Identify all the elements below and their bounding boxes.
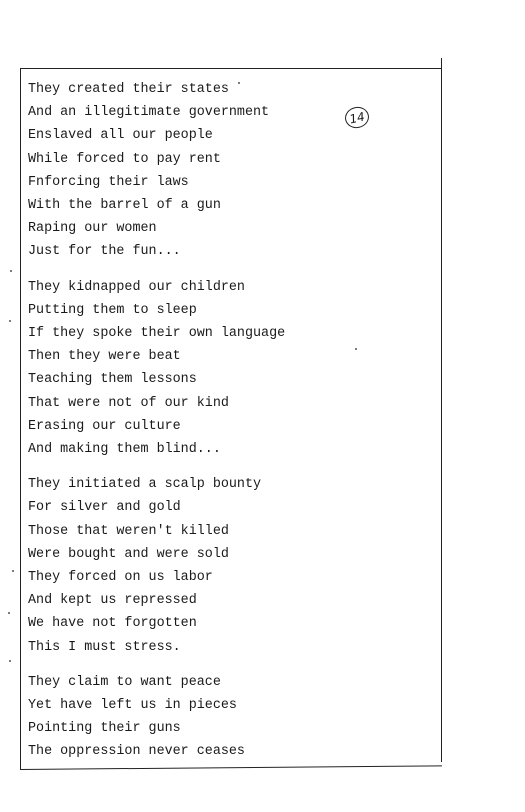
poem-body [28,78,433,776]
box-border-right [441,58,442,762]
scan-speck [9,660,11,662]
poem-line: And an illegitimate government [28,105,270,121]
box-border-top [20,68,442,69]
poem-line: They kidnapped our children [28,279,245,295]
stanza [28,473,433,659]
poem-line: They forced on us labor [28,570,213,586]
poem-line: Erasing our culture [28,418,181,434]
stanza [28,276,433,462]
scan-speck [9,320,11,322]
scan-speck [10,270,12,272]
poem-line: Fnforcing their laws [28,174,189,190]
poem-line: Putting them to sleep [28,302,197,318]
poem-line: With the barrel of a gun [28,198,221,214]
poem-line: We have not forgotten [28,616,197,632]
poem-line: While forced to pay rent [28,151,221,167]
stanza [28,671,433,764]
poem-line: They claim to want peace [28,674,221,690]
poem-line: That were not of our kind [28,395,229,411]
poem-line: They initiated a scalp bounty [28,477,262,493]
poem-line: Enslaved all our people [28,128,213,144]
poem-line: They created their states [28,82,229,97]
poem-line: This I must stress. [28,639,181,655]
poem-line: Pointing their guns [28,721,181,737]
poem-line: Those that weren't killed [28,523,229,539]
poem-line: And making them blind... [28,442,221,458]
poem-line: Teaching them lessons [28,372,197,388]
scan-speck [8,612,10,614]
poem-line: Were bought and were sold [28,546,229,562]
stanza [28,78,433,264]
poem-line: Yet have left us in pieces [28,698,237,714]
poem-line: For silver and gold [28,500,181,516]
circled-page-number: 14 [343,105,371,131]
poem-line: If they spoke their own language [28,326,286,342]
box-border-left [20,68,21,770]
poem-line: The oppression never ceases [28,744,245,760]
poem-line: Raping our women [28,221,157,237]
scan-speck [12,570,14,572]
poem-line: And kept us repressed [28,593,197,609]
poem-line: Just for the fun... [28,244,181,260]
poem-line: Then they were beat [28,349,181,365]
